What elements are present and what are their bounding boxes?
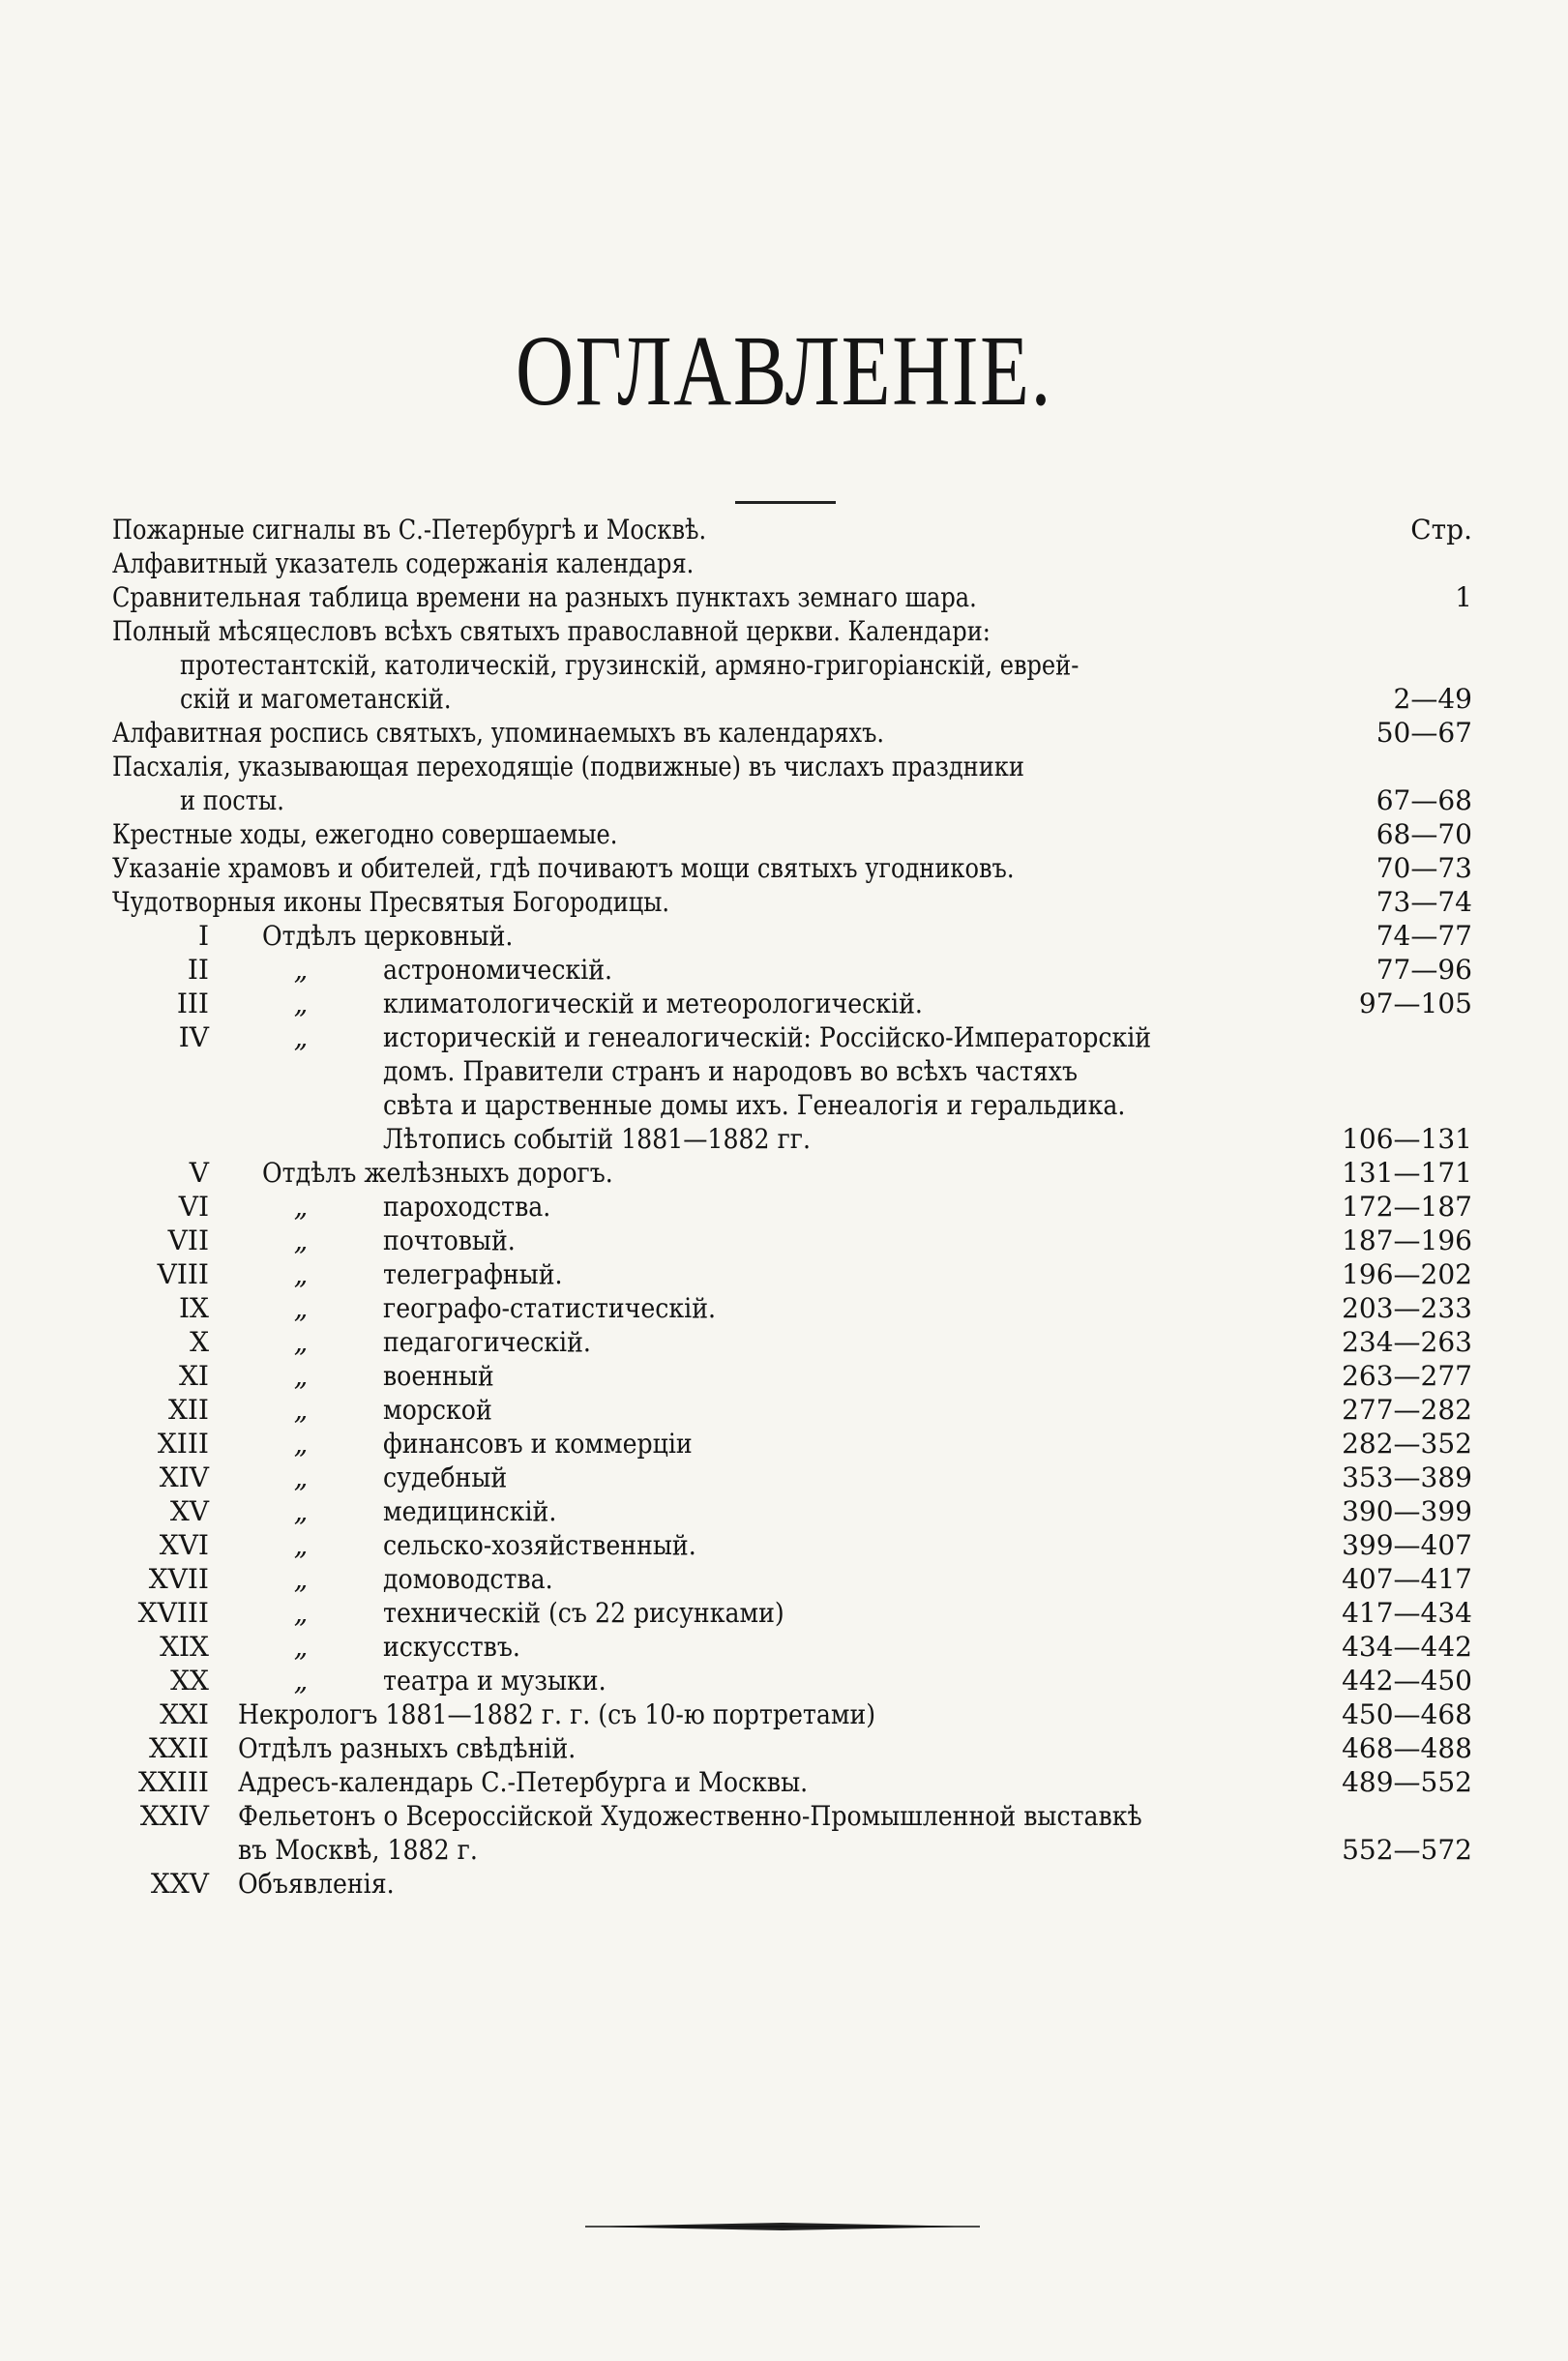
- entry-title: Крестные ходы, ежегодно совершаемые.: [112, 818, 618, 850]
- ditto-mark: „: [293, 1631, 309, 1663]
- page-reference: 1: [1455, 581, 1472, 613]
- toc-entry: [112, 1461, 1472, 1494]
- ditto-mark: „: [293, 1326, 309, 1358]
- entry-title: климатологическій и метеорологическій.: [383, 988, 923, 1019]
- entry-number: V: [189, 1157, 209, 1189]
- ditto-mark: „: [293, 1665, 309, 1697]
- entry-title: Пожарные сигналы въ С.-Петербургѣ и Москвѣ.: [112, 514, 707, 546]
- dot-leader: [991, 580, 1445, 614]
- dot-leader: [565, 1190, 1332, 1224]
- entry-number: I: [197, 920, 209, 952]
- entry-title: телеграфный.: [383, 1258, 563, 1290]
- ditto-mark: „: [293, 954, 309, 986]
- toc-entry: [112, 1224, 1472, 1257]
- entry-title: домъ. Правители странъ и народовъ во всѣхъ частяхъ: [383, 1055, 1079, 1087]
- entry-title: Отдѣлъ церковный.: [262, 920, 514, 952]
- entry-title: Лѣтопись событій 1881—1882 гг.: [383, 1123, 811, 1155]
- toc-entry: [112, 783, 1472, 817]
- entry-title: Сравнительная таблица времени на разныхъ пунктахъ земнаго шара.: [112, 581, 977, 613]
- entry-title: военный: [383, 1360, 494, 1392]
- toc-entry: [112, 1528, 1472, 1562]
- ditto-mark: „: [293, 1258, 309, 1290]
- entry-title: Отдѣлъ желѣзныхъ дорогъ.: [262, 1157, 613, 1189]
- toc-entry: [112, 1325, 1472, 1359]
- page-reference: 353—389: [1342, 1461, 1472, 1493]
- entry-number: XXII: [149, 1732, 209, 1764]
- ditto-mark: „: [293, 1360, 309, 1392]
- entry-title: скій и магометанскій.: [180, 683, 452, 715]
- ditto-mark: „: [293, 1021, 309, 1053]
- entry-title: Пасхалія, указывающая переходящіе (подвижные) въ числахъ праздники: [112, 751, 1024, 782]
- toc-entry: [112, 750, 1472, 783]
- entry-number: X: [190, 1326, 209, 1358]
- dot-leader: [626, 953, 1367, 987]
- page-reference: 196—202: [1342, 1258, 1472, 1290]
- entry-number: XII: [167, 1394, 209, 1426]
- dot-leader: [683, 885, 1367, 919]
- entry-number: VIII: [157, 1258, 209, 1290]
- dot-leader: [824, 1122, 1332, 1156]
- entry-title: Алфавитный указатель содержанія календаря.: [112, 547, 695, 579]
- entry-title: въ Москвѣ, 1882 г.: [238, 1834, 478, 1866]
- page-reference: 97—105: [1358, 988, 1472, 1019]
- page-reference: 552—572: [1342, 1834, 1472, 1866]
- entry-title: астрономическій.: [383, 954, 613, 986]
- entry-title: и посты.: [180, 784, 284, 816]
- entry-title: педагогическій.: [383, 1326, 591, 1358]
- page-reference: 172—187: [1342, 1191, 1472, 1223]
- dot-leader: [506, 1393, 1333, 1427]
- page-reference: 106—131: [1342, 1123, 1472, 1155]
- dot-leader: [529, 1224, 1332, 1257]
- dot-leader: [491, 1833, 1333, 1867]
- dot-leader: [619, 1664, 1332, 1697]
- ditto-mark: „: [293, 1529, 309, 1561]
- entry-title: свѣта и царственные домы ихъ. Генеалогія и геральдика.: [383, 1089, 1126, 1121]
- toc-entry: [112, 1190, 1472, 1224]
- toc-entry: [112, 1664, 1472, 1697]
- page-reference: 234—263: [1342, 1326, 1472, 1358]
- dot-leader: [936, 987, 1349, 1020]
- ditto-mark: „: [293, 988, 309, 1019]
- page-reference: 442—450: [1342, 1665, 1472, 1697]
- page-reference: 50—67: [1376, 717, 1472, 749]
- page-reference: 73—74: [1376, 886, 1472, 918]
- entry-title: медицинскій.: [383, 1495, 557, 1527]
- toc-entry: [112, 1088, 1472, 1122]
- toc-entry: [112, 614, 1472, 648]
- table-of-contents: [112, 513, 1472, 1901]
- dot-leader: [605, 1325, 1332, 1359]
- dot-leader: [729, 1291, 1332, 1325]
- page-reference: 131—171: [1342, 1157, 1472, 1189]
- page-reference: 263—277: [1342, 1360, 1472, 1392]
- dot-leader: [631, 817, 1367, 851]
- ditto-mark: „: [293, 1461, 309, 1493]
- entry-number: XIII: [157, 1428, 209, 1460]
- page-reference: 407—417: [1342, 1563, 1472, 1595]
- toc-entry: [112, 1731, 1472, 1765]
- toc-entry: [112, 1359, 1472, 1393]
- dot-leader: [627, 1156, 1332, 1190]
- toc-entry: [112, 1427, 1472, 1461]
- entry-title: Некрологъ 1881—1882 г. г. (съ 10-ю портретами): [238, 1698, 876, 1730]
- page-reference: 67—68: [1376, 784, 1472, 816]
- ditto-mark: „: [293, 1597, 309, 1629]
- entry-title: протестантскій, католическій, грузинскій, армяно-григоріанскій, еврей-: [180, 649, 1080, 681]
- dot-leader: [706, 1427, 1333, 1461]
- toc-entry: [112, 1054, 1472, 1088]
- entry-number: XIX: [160, 1631, 209, 1663]
- entry-title: Фельетонъ о Всероссійской Художественно-Промышленной выставкѣ: [238, 1800, 1142, 1832]
- toc-entry: [112, 1799, 1472, 1833]
- entry-title: техническій (съ 22 рисунками): [383, 1597, 784, 1629]
- toc-entry: [112, 1562, 1472, 1596]
- entry-title: почтовый.: [383, 1225, 516, 1256]
- entry-number: XIV: [159, 1461, 209, 1493]
- toc-entry: [112, 1867, 1472, 1901]
- dot-leader: [526, 919, 1367, 953]
- page-title: ОГЛАВЛЕНІЕ.: [515, 315, 1053, 427]
- entry-title: Чудотворныя иконы Пресвятыя Богородицы.: [112, 886, 670, 918]
- entry-title: домоводства.: [383, 1563, 553, 1595]
- toc-entry: [112, 1596, 1472, 1630]
- toc-entry: [112, 1257, 1472, 1291]
- entry-title: морской: [383, 1394, 492, 1426]
- toc-entry: [112, 1291, 1472, 1325]
- entry-title: Указаніе храмовъ и обителей, гдѣ почиваютъ мощи святыхъ угодниковъ.: [112, 852, 1015, 884]
- ditto-mark: „: [293, 1191, 309, 1223]
- toc-entry: [112, 716, 1472, 750]
- entry-number: XVIII: [137, 1597, 209, 1629]
- dot-leader: [567, 1562, 1333, 1596]
- toc-entry: [112, 1833, 1472, 1867]
- dot-leader: [889, 1697, 1332, 1731]
- toc-entry: [112, 851, 1472, 885]
- entry-number: IX: [179, 1292, 209, 1324]
- entry-number: XI: [179, 1360, 209, 1392]
- toc-entry: [112, 1765, 1472, 1799]
- closing-ornament: [585, 2222, 980, 2231]
- entry-number: II: [187, 954, 209, 986]
- page-reference: 68—70: [1376, 818, 1472, 850]
- entry-title: Отдѣлъ разныхъ свѣдѣній.: [238, 1732, 577, 1764]
- page-reference: 489—552: [1342, 1766, 1472, 1798]
- entry-title: искусствъ.: [383, 1631, 520, 1663]
- toc-entry: [112, 1630, 1472, 1664]
- dot-leader: [298, 783, 1368, 817]
- ditto-mark: „: [293, 1563, 309, 1595]
- entry-number: XVII: [148, 1563, 209, 1595]
- toc-entry: [112, 1122, 1472, 1156]
- entry-number: VII: [167, 1225, 209, 1256]
- page-reference: 434—442: [1342, 1631, 1472, 1663]
- toc-entry: [112, 885, 1472, 919]
- dot-leader: [534, 1630, 1332, 1664]
- dot-leader: [898, 716, 1367, 750]
- toc-entry: [112, 1393, 1472, 1427]
- entry-title: финансовъ и коммерціи: [383, 1428, 693, 1460]
- toc-entry: [112, 546, 1472, 580]
- toc-entry: [112, 1494, 1472, 1528]
- toc-entry: [112, 682, 1472, 716]
- entry-number: VI: [178, 1191, 209, 1223]
- entry-title: судебный: [383, 1461, 508, 1493]
- page-reference: 450—468: [1342, 1698, 1472, 1730]
- toc-entry: [112, 1697, 1472, 1731]
- ditto-mark: „: [293, 1225, 309, 1256]
- dot-leader: [464, 682, 1384, 716]
- dot-leader: [589, 1731, 1332, 1765]
- entry-number: XXV: [150, 1868, 209, 1900]
- ditto-mark: „: [293, 1495, 309, 1527]
- toc-entry: [112, 919, 1472, 953]
- toc-entry: [112, 817, 1472, 851]
- entry-number: XX: [170, 1665, 209, 1697]
- entry-title: Объявленія.: [238, 1868, 395, 1900]
- toc-entry: [112, 513, 1472, 546]
- title-divider: [735, 501, 836, 504]
- toc-entry: [112, 987, 1472, 1020]
- entry-title: историческій и генеалогическій: Россійско-Императорскій: [383, 1021, 1152, 1053]
- page-reference: 74—77: [1376, 920, 1472, 952]
- page-reference: 390—399: [1342, 1495, 1472, 1527]
- page-reference: 77—96: [1376, 954, 1472, 986]
- entry-number: XXIII: [137, 1766, 209, 1798]
- entry-number: XVI: [159, 1529, 209, 1561]
- entry-number: XV: [169, 1495, 209, 1527]
- page-reference: 70—73: [1376, 852, 1472, 884]
- entry-number: IV: [178, 1021, 209, 1053]
- entry-title: пароходства.: [383, 1191, 551, 1223]
- entry-title: Адресъ-календарь С.-Петербурга и Москвы.: [238, 1766, 809, 1798]
- page-reference: 282—352: [1342, 1428, 1472, 1460]
- entry-title: Полный мѣсяцесловъ всѣхъ святыхъ православной церкви. Календари:: [112, 615, 991, 647]
- page-reference: 417—434: [1342, 1597, 1472, 1629]
- toc-entry: [112, 1156, 1472, 1190]
- entry-number: XXI: [160, 1698, 209, 1730]
- page-reference: 203—233: [1342, 1292, 1472, 1324]
- ditto-mark: „: [293, 1428, 309, 1460]
- entry-title: театра и музыки.: [383, 1665, 606, 1697]
- ditto-mark: „: [293, 1394, 309, 1426]
- ditto-mark: „: [293, 1292, 309, 1324]
- entry-title: сельско-хозяйственный.: [383, 1529, 696, 1561]
- toc-entry: [112, 580, 1472, 614]
- toc-entry: [112, 648, 1472, 682]
- entry-title: географо-статистическій.: [383, 1292, 717, 1324]
- page-reference: Стр.: [1410, 514, 1472, 546]
- entry-number: III: [176, 988, 209, 1019]
- dot-leader: [822, 1765, 1333, 1799]
- entry-title: Алфавитная роспись святыхъ, упоминаемыхъ въ календаряхъ.: [112, 717, 885, 749]
- entry-number: XXIV: [139, 1800, 209, 1832]
- toc-entry: [112, 953, 1472, 987]
- dot-leader: [576, 1257, 1332, 1291]
- page-reference: 187—196: [1342, 1225, 1472, 1256]
- page-reference: 468—488: [1342, 1732, 1472, 1764]
- dot-leader: [710, 1528, 1332, 1562]
- toc-entry: [112, 1020, 1472, 1054]
- dot-leader: [507, 1359, 1332, 1393]
- dot-leader: [520, 1461, 1332, 1494]
- page-reference: 277—282: [1342, 1394, 1472, 1426]
- dot-leader: [798, 1596, 1332, 1630]
- page-reference: 399—407: [1342, 1529, 1472, 1561]
- page-reference: 2—49: [1393, 683, 1472, 715]
- dot-leader: [570, 1494, 1332, 1528]
